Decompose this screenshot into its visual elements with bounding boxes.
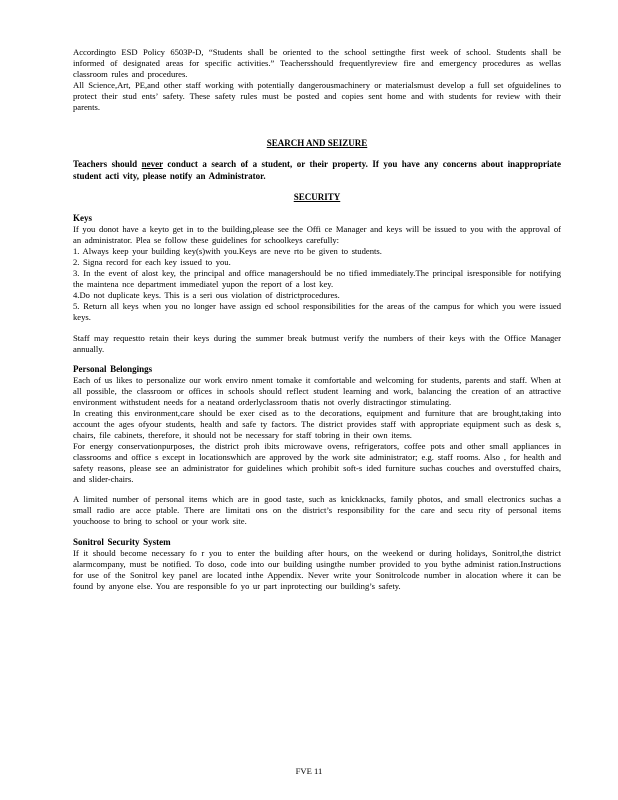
keys-list-item-3: 3. In the event of alost key, the principal and office managershould be no tified immediately.The principal isresponsible for notifying the maintena nce department immediatel yupon the report of a lost key. [73, 268, 561, 289]
sonitrol-heading: Sonitrol Security System [73, 537, 171, 548]
search-seizure-paragraph [73, 159, 561, 182]
belongings-paragraph-3: For energy conservationpurposes, the district proh ibits microwave ovens, refrigerators, coffee pots and other small appliances in classrooms and office s except in locationswhich are approved by the work site administrator; e.g. staff rooms. Also , for health and safety reasons, please see an administrator for guidelines which prohibit soft-s ided furniture suchas couches and overstuffed chairs, and slider-chairs. [73, 440, 561, 484]
intro-paragraph-2: All Science,Art, PE,and other staff working with potentially dangerousmachinery or materialsmust develop a full set ofguidelines to protect their stud ents’ safety. These safety rules must be posted and copies sent home and with students for review with their parents. [73, 79, 561, 112]
search-seizure-title-text: SEARCH AND SEIZURE [266, 138, 368, 149]
belongings-paragraph-2: In creating this environment,care should be exer cised as to the decorations, equipment and furniture that are brought,taking into account the ages ofyour students, health and safe ty factors. The district provides staff with appropriate equipment such as desk s, chairs, file cabinets, therefore, it should not be necessary for staff tobring in their own items. [73, 408, 561, 440]
security-title [73, 192, 561, 203]
keys-summer-paragraph: Staff may requestto retain their keys during the summer break butmust verify the numbers of their keys with the Office Manager annually. [73, 332, 561, 354]
search-pre-text: Teachers should [73, 159, 142, 170]
page-footer: FVE 11 [295, 766, 323, 776]
search-never-text: never [141, 159, 163, 170]
keys-list-item-1: 1. Always keep your building key(s)with you.Keys are neve rto be given to students. [73, 246, 382, 257]
sonitrol-paragraph: If it should become necessary fo r you to enter the building after hours, on the weekend or during holidays, Sonitrol,the district alarmcompany, must be notified. To doso, code into our building usingthe number provided to you bythe administ ration.Instructions for use of the Sonitrol key panel are located inthe Appendix. Never write your Sonitrolcode number in alocation where it can be found by anyone else. You are responsible fo yo ur part inprotecting our building’s safety. [73, 548, 561, 591]
belongings-heading: Personal Belongings [73, 364, 153, 375]
keys-list-item-4: 4.Do not duplicate keys. This is a seri ous violation of districtprocedures. [73, 289, 340, 300]
intro-paragraph-1: Accordingto ESD Policy 6503P-D, “Students shall be oriented to the school settingthe first week of school. Students shall be informed of designated areas for specific activities.” Teachersshould frequentlyreview fire and emergency procedures as wellas classroom rules and procedures. [73, 47, 561, 79]
keys-intro: If you donot have a keyto get in to the building,please see the Offi ce Manager and keys will be issued to you with the approval of an administrator. Plea se follow these guidelines for schoolkeys carefully: [73, 224, 561, 246]
keys-list-item-2: 2. Signa record for each key issued to you. [73, 257, 231, 268]
search-post-text: conduct a search of a student, or their property. If you have any concerns about inappropriate student acti vity, please notify an Administrator. [73, 159, 561, 181]
security-title-text: SECURITY [293, 192, 341, 203]
belongings-paragraph-4: A limited number of personal items which are in good taste, such as knickknacks, family photos, and small electronics suchas a small radio are acce ptable. There are limitati ons on the district’s responsibility for the care and secu rity of personal items youchoose to bring to school or your work site. [73, 494, 561, 527]
search-seizure-title [73, 138, 561, 149]
keys-heading: Keys [73, 213, 92, 224]
belongings-paragraph-1: Each of us likes to personalize our work enviro nment tomake it comfortable and welcoming for students, parents and staff. When at all possible, the classroom or offices in schools should reflect student learning and work, balancing the creation of an attractive environment withstudent needs for a neatand orderlyclassroom thatis not overly distractingor stimulating. [73, 375, 561, 408]
keys-list-item-5: 5. Return all keys when you no longer have assign ed school responsibilities for the areas of the campus for which you were issued keys. [73, 300, 561, 322]
document-page [73, 47, 561, 592]
